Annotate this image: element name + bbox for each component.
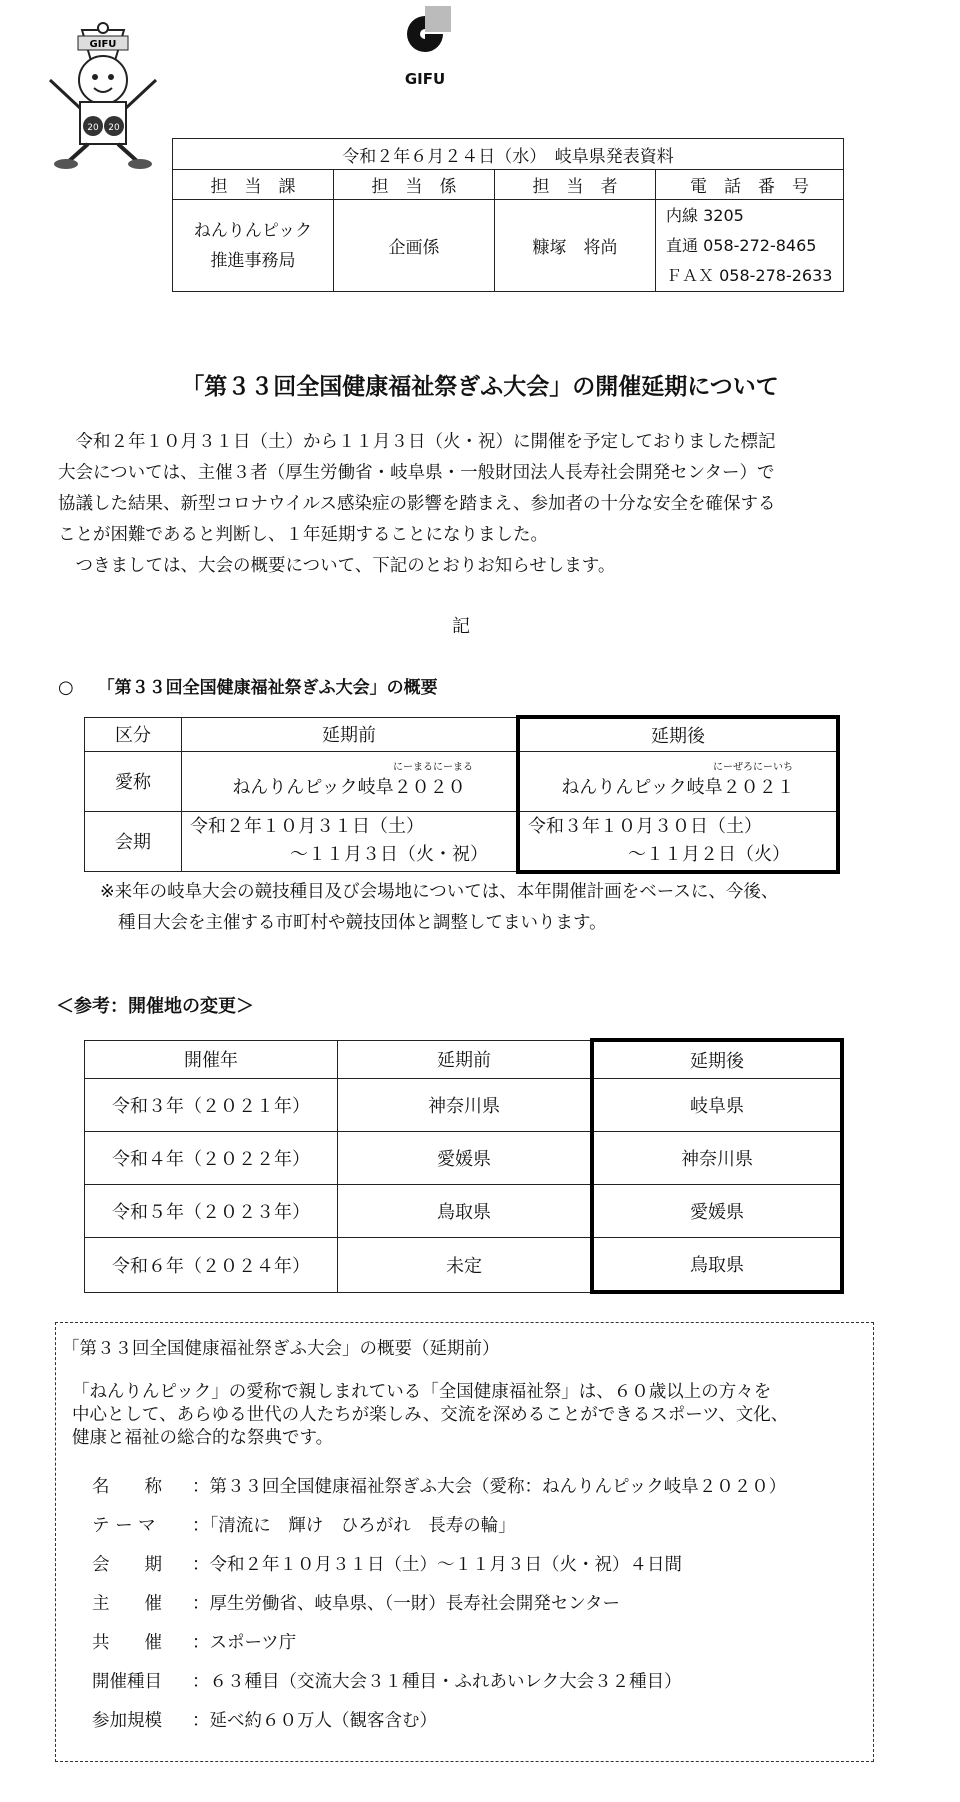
contact-table bbox=[172, 138, 844, 292]
row-label-period: 会期 bbox=[85, 811, 182, 872]
page-title: 「第３３回全国健康福祉祭ぎふ大会」の開催延期について bbox=[181, 374, 779, 400]
item-label: 開催種目 bbox=[92, 1672, 162, 1692]
overview-heading bbox=[58, 673, 438, 698]
overview-heading-text: 「第３３回全国健康福祉祭ぎふ大会」の概要 bbox=[97, 678, 438, 698]
table-row bbox=[85, 1132, 843, 1185]
svg-text:20: 20 bbox=[108, 123, 120, 133]
release-date: 令和２年６月２４日（水） 岐阜県発表資料 bbox=[173, 139, 844, 170]
item-value: 令和２年１０月３１日（土）～１１月３日（火・祝）４日間 bbox=[209, 1555, 682, 1575]
item-label: 主 催 bbox=[92, 1594, 162, 1614]
venue-after: 愛媛県 bbox=[592, 1185, 842, 1238]
ki-mark: 記 bbox=[452, 616, 470, 637]
period-before-start: 令和２年１０月３１日（土） bbox=[190, 816, 424, 838]
summary-title: 「第３３回全国健康福祉祭ぎふ大会」の概要（延期前） bbox=[62, 1339, 500, 1359]
phone-fax: ＦＡＸ 058-278-2633 bbox=[666, 265, 833, 285]
summary-intro bbox=[72, 1381, 872, 1450]
item-value: 「清流に 輝け ひろがれ 長寿の輪」 bbox=[209, 1516, 516, 1536]
venue-header-year: 開催年 bbox=[85, 1040, 338, 1079]
table-row bbox=[85, 1079, 843, 1132]
venue-year: 令和６年（２０２４年） bbox=[85, 1238, 338, 1293]
svg-text:GIFU: GIFU bbox=[89, 39, 117, 50]
dept-line1: ねんりんピック bbox=[193, 220, 313, 241]
venue-after: 神奈川県 bbox=[592, 1132, 842, 1185]
mascot-image bbox=[38, 20, 168, 170]
phone-cell bbox=[656, 200, 844, 292]
dept-cell bbox=[173, 200, 334, 292]
summary-box bbox=[55, 1322, 874, 1762]
venue-before: 鳥取県 bbox=[338, 1185, 593, 1238]
venue-year: 令和３年（２０２１年） bbox=[85, 1079, 338, 1132]
body-line: 大会については、主催３者（厚生労働省・岐阜県・一般財団法人長寿社会開発センター）で bbox=[58, 463, 775, 483]
header-person: 担 当 者 bbox=[495, 170, 656, 200]
summary-list bbox=[92, 1473, 862, 1746]
row-label-nickname: 愛称 bbox=[85, 751, 182, 811]
dept-line2: 推進事務局 bbox=[210, 250, 296, 271]
intro-line: 中心として、あらゆる世代の人たちが楽しみ、交流を深めることができるスポーツ、文化、 bbox=[72, 1405, 789, 1425]
note-line: ※来年の岐阜大会の競技種目及び会場地については、本年開催計画をベースに、今後、 bbox=[100, 882, 779, 902]
item-value: スポーツ庁 bbox=[209, 1633, 297, 1653]
circle-bullet-icon: ○ bbox=[58, 677, 74, 698]
venue-year: 令和４年（２０２２年） bbox=[85, 1132, 338, 1185]
venue-table bbox=[84, 1038, 844, 1294]
venue-year: 令和５年（２０２３年） bbox=[85, 1185, 338, 1238]
table-row bbox=[85, 1185, 843, 1238]
venue-header-before: 延期前 bbox=[338, 1040, 593, 1079]
period-after-start: 令和３年１０月３０日（土） bbox=[528, 815, 762, 837]
body-paragraph bbox=[58, 427, 874, 582]
list-item: 共 催 ：スポーツ庁 bbox=[92, 1629, 862, 1668]
intro-line: 健康と福祉の総合的な祭典です。 bbox=[72, 1428, 334, 1448]
venue-before: 未定 bbox=[338, 1238, 593, 1293]
note-line: 種目大会を主催する市町村や競技団体と調整してまいります。 bbox=[118, 913, 607, 933]
period-before-end: ～１１月３日（火・祝） bbox=[290, 844, 488, 866]
venue-after: 鳥取県 bbox=[592, 1238, 842, 1293]
overview-header-category: 区分 bbox=[85, 717, 182, 751]
intro-line: 「ねんりんピック」の愛称で親しまれている「全国健康福祉祭」は、６０歳以上の方々を bbox=[72, 1382, 772, 1402]
overview-header-after: 延期後 bbox=[518, 717, 838, 751]
nickname-before-ruby: にーまるにーまる bbox=[393, 762, 473, 773]
phone-direct: 直通 058-272-8465 bbox=[666, 235, 817, 255]
nickname-before-cell bbox=[182, 751, 519, 811]
header-dept: 担 当 課 bbox=[173, 170, 334, 200]
period-after-cell bbox=[518, 811, 838, 872]
reference-heading: ＜参考：開催地の変更＞ bbox=[56, 996, 254, 1017]
nickname-after-cell bbox=[518, 751, 838, 811]
item-label: 名 称 bbox=[92, 1477, 162, 1497]
list-item: 主 催 ：厚生労働省、岐阜県、（一財）長寿社会開発センター bbox=[92, 1590, 862, 1629]
nickname-before: ねんりんピック岐阜２０２０ bbox=[232, 777, 466, 798]
overview-table bbox=[84, 715, 840, 874]
list-item: 開催種目 ：６３種目（交流大会３１種目・ふれあいレク大会３２種目） bbox=[92, 1668, 862, 1707]
svg-text:20: 20 bbox=[87, 123, 99, 133]
venue-before: 神奈川県 bbox=[338, 1079, 593, 1132]
phone-extension: 内線 3205 bbox=[666, 205, 744, 225]
nickname-after-ruby: にーぜろにーいち bbox=[713, 762, 793, 773]
person-cell: 糠塚 将尚 bbox=[495, 200, 656, 292]
list-item: 会 期 ：令和２年１０月３１日（土）～１１月３日（火・祝）４日間 bbox=[92, 1551, 862, 1590]
item-value: 延べ約６０万人（観客含む） bbox=[209, 1711, 437, 1731]
item-label: テ ー マ bbox=[92, 1516, 156, 1536]
period-after-end: ～１１月２日（火） bbox=[628, 843, 790, 865]
list-item: テ ー マ ：「清流に 輝け ひろがれ 長寿の輪」 bbox=[92, 1512, 862, 1551]
overview-note bbox=[100, 877, 778, 939]
item-value: 厚生労働省、岐阜県、（一財）長寿社会開発センター bbox=[209, 1594, 621, 1614]
section-cell: 企画係 bbox=[334, 200, 495, 292]
item-value: 第３３回全国健康福祉祭ぎふ大会（愛称：ねんりんピック岐阜２０２０） bbox=[209, 1477, 787, 1497]
overview-header-before: 延期前 bbox=[182, 717, 519, 751]
venue-header-after: 延期後 bbox=[592, 1040, 842, 1079]
body-line: ことが困難であると判断し、１年延期することになりました。 bbox=[58, 525, 548, 545]
list-item: 参加規模 ：延べ約６０万人（観客含む） bbox=[92, 1707, 862, 1746]
header-section: 担 当 係 bbox=[334, 170, 495, 200]
table-row bbox=[85, 1238, 843, 1293]
body-line: 協議した結果、新型コロナウイルス感染症の影響を踏まえ、参加者の十分な安全を確保する bbox=[58, 494, 776, 514]
gifu-logo bbox=[380, 6, 470, 86]
item-label: 参加規模 bbox=[92, 1711, 162, 1731]
logo-text: GIFU bbox=[404, 70, 446, 88]
body-line: 令和２年１０月３１日（土）から１１月３日（火・祝）に開催を予定しておりました標記 bbox=[58, 432, 776, 452]
venue-after: 岐阜県 bbox=[592, 1079, 842, 1132]
item-label: 会 期 bbox=[92, 1555, 162, 1575]
gifu-logo-mark bbox=[380, 6, 470, 66]
venue-before: 愛媛県 bbox=[338, 1132, 593, 1185]
period-before-cell bbox=[182, 811, 519, 872]
item-value: ６３種目（交流大会３１種目・ふれあいレク大会３２種目） bbox=[209, 1672, 682, 1692]
item-label: 共 催 bbox=[92, 1633, 162, 1653]
nickname-after: ねんりんピック岐阜２０２１ bbox=[561, 777, 795, 798]
body-line: つきましては、大会の概要について、下記のとおりお知らせします。 bbox=[58, 556, 616, 576]
list-item: 名 称 ：第３３回全国健康福祉祭ぎふ大会（愛称：ねんりんピック岐阜２０２０） bbox=[92, 1473, 862, 1512]
header-phone: 電 話 番 号 bbox=[656, 170, 844, 200]
